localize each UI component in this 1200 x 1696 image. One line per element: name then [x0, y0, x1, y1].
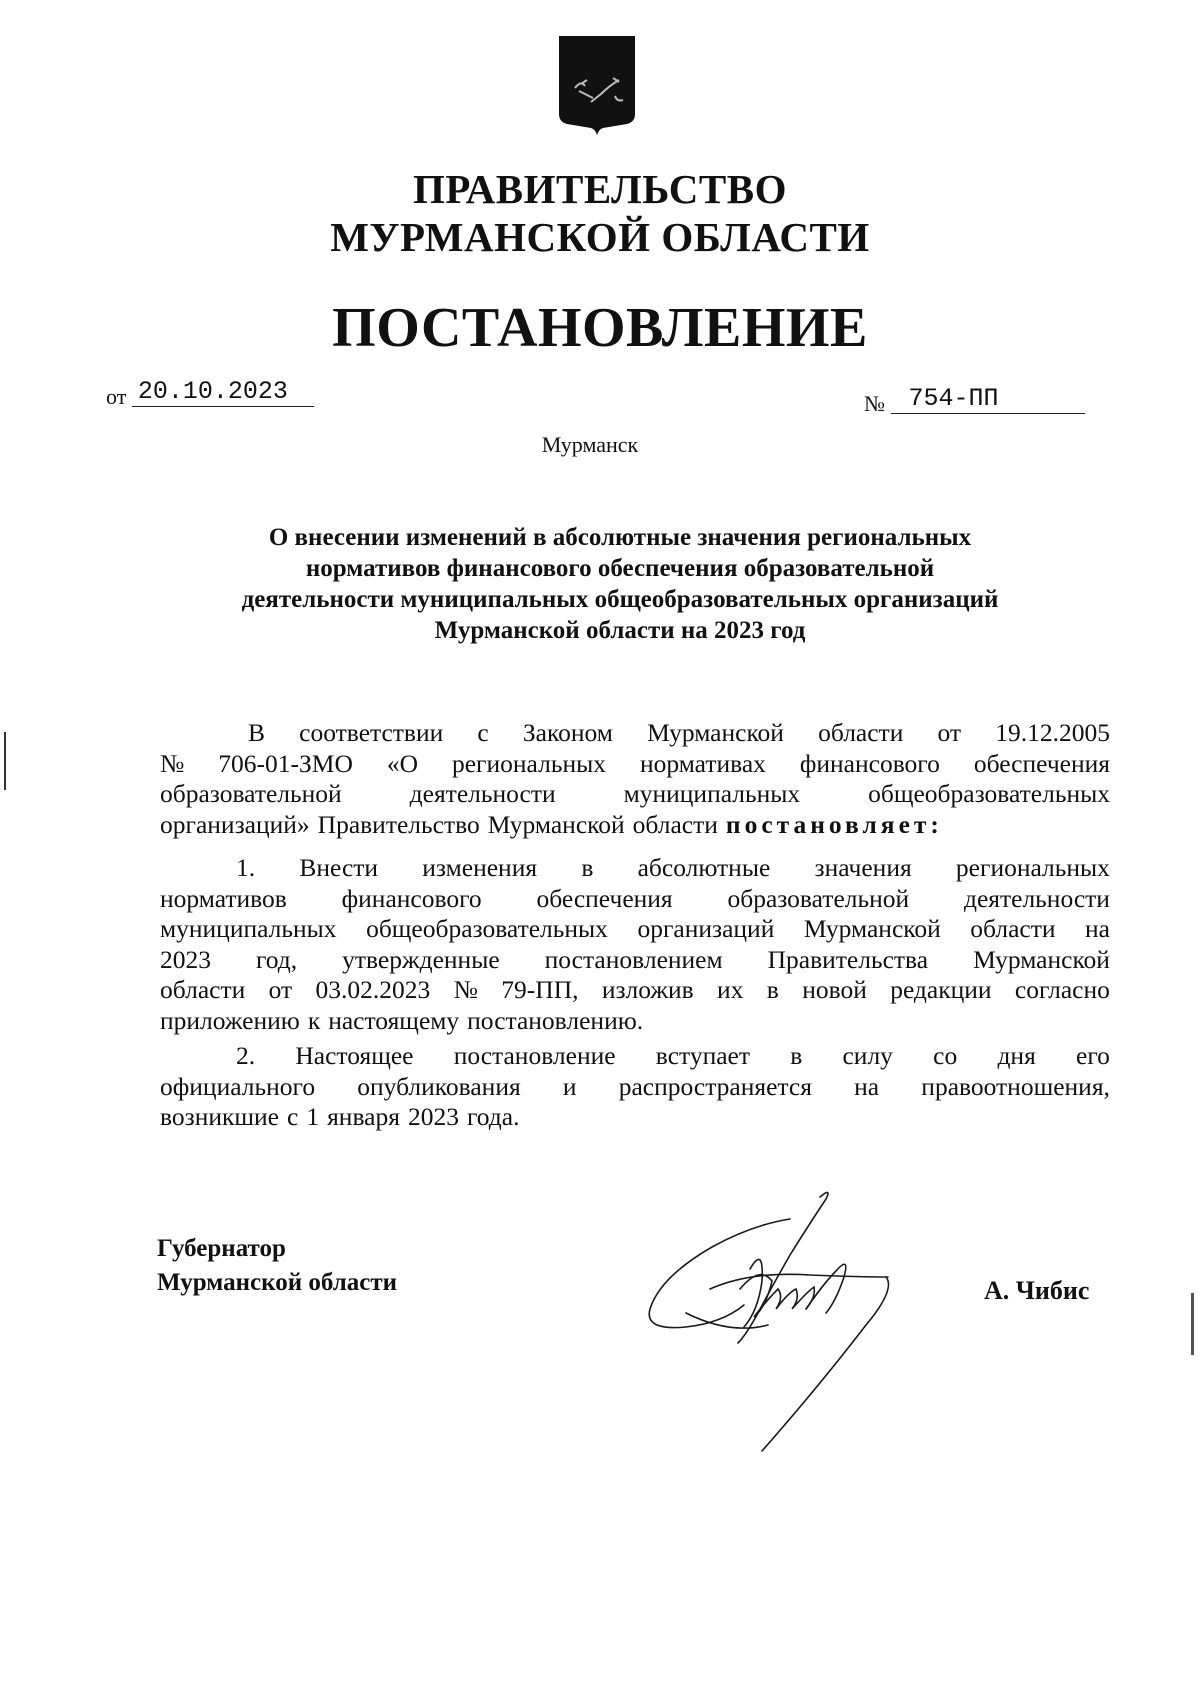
word: вступает: [655, 1041, 750, 1070]
government-line-1: ПРАВИТЕЛЬСТВО: [412, 166, 788, 212]
word: области: [818, 718, 904, 747]
word: дня: [997, 1041, 1036, 1070]
word: и: [562, 1071, 577, 1101]
word: Законом: [522, 718, 613, 747]
resolves-keyword: постановляет:: [725, 809, 943, 839]
word: приложению: [160, 1005, 300, 1035]
text-line: [160, 1006, 1110, 1037]
word: постановление: [453, 1041, 616, 1070]
coat-of-arms-icon: [557, 36, 637, 136]
word: утвержденные: [342, 944, 500, 974]
text-line: [160, 810, 1110, 841]
word: от: [937, 718, 962, 747]
word: региональных: [451, 748, 606, 778]
word: год,: [255, 944, 298, 974]
text-line: [160, 853, 1110, 884]
word: Правительство: [317, 809, 480, 839]
word: Настоящее: [295, 1041, 414, 1070]
word: 79-ПП,: [501, 975, 579, 1004]
word: финансового: [799, 748, 940, 778]
word: Мурманской: [647, 718, 784, 747]
word: Мурманской: [803, 914, 941, 943]
text-line: [160, 1102, 1110, 1133]
subject-line: нормативов финансового обеспечения образовательной: [305, 555, 935, 582]
word: в: [766, 975, 779, 1004]
position-line-1: Губернатор: [157, 1235, 286, 1262]
word: муниципальных: [160, 914, 337, 943]
word: в: [581, 853, 594, 882]
scan-edge-mark: [1191, 1293, 1194, 1355]
word: настоящему: [328, 1005, 460, 1035]
word: редакции: [890, 975, 992, 1004]
word: Внести: [299, 853, 379, 882]
word: силу: [842, 1041, 893, 1070]
number-prefix: №: [864, 391, 885, 416]
word: января: [327, 1102, 400, 1131]
scan-margin-mark: [4, 732, 6, 790]
word: образовательной: [727, 883, 910, 913]
date-prefix: от: [106, 384, 127, 409]
word: 1: [306, 1102, 320, 1131]
word: №: [453, 975, 478, 1004]
word: изложив: [601, 975, 694, 1004]
subject-line: О внесении изменений в абсолютные значения региональных: [268, 524, 972, 551]
word: обеспечения: [973, 748, 1110, 778]
word: В: [248, 718, 266, 747]
word: официального: [160, 1071, 316, 1101]
preamble-paragraph: [160, 718, 1110, 840]
word: области: [160, 975, 246, 1004]
word: постановлению.: [467, 1005, 644, 1035]
word: с: [286, 1102, 299, 1131]
word: 03.02.2023: [315, 975, 431, 1004]
signatory-name: А. Чибис: [984, 1276, 1090, 1305]
city: Мурманск: [541, 432, 639, 457]
word: области: [632, 809, 718, 839]
word: согласно: [1014, 975, 1110, 1004]
subject-line: Мурманской области на 2023 год: [434, 617, 806, 644]
decree-subject: [160, 522, 1080, 646]
word: изменения: [422, 853, 538, 882]
text-line: [160, 945, 1110, 976]
signatory-position: [157, 1232, 397, 1300]
word: общеобразовательных: [366, 914, 608, 943]
word: нормативах: [639, 748, 766, 778]
word: нормативов: [160, 883, 287, 913]
text-line: [160, 1072, 1110, 1103]
item-1-paragraph: [160, 853, 1110, 1036]
text-line: [160, 718, 1110, 749]
word: опубликования: [357, 1071, 521, 1101]
word: деятельности: [409, 779, 556, 808]
word: организаций: [637, 914, 775, 943]
word: постановлением: [544, 944, 723, 974]
word: 19.12.2005: [995, 718, 1110, 747]
word: региональных: [955, 853, 1110, 882]
word: распространяется: [618, 1071, 812, 1101]
word: организаций»: [160, 809, 310, 839]
word: деятельности: [963, 883, 1110, 913]
decree-title: ПОСТАНОВЛЕНИЕ: [332, 297, 868, 359]
word: образовательной: [160, 779, 342, 808]
decree-number: [864, 384, 1085, 420]
text-line: [160, 884, 1110, 915]
word: с: [477, 718, 489, 747]
word: «О: [386, 748, 419, 778]
government-name: [0, 165, 1200, 261]
position-line-2: Мурманской области: [157, 1269, 398, 1296]
subject-line: деятельности муниципальных общеобразовательных организаций: [241, 586, 999, 613]
handwritten-signature-icon: [640, 1185, 960, 1455]
word: от: [268, 975, 293, 1004]
word: на: [854, 1071, 880, 1101]
word: его: [1076, 1041, 1110, 1070]
text-line: [160, 1041, 1110, 1072]
word: 2023: [160, 944, 211, 974]
item-number: 2.: [236, 1041, 256, 1070]
word: муниципальных: [623, 779, 801, 808]
word: 2023: [407, 1102, 459, 1131]
date-value: 20.10.2023: [132, 377, 314, 407]
word: общеобразовательных: [868, 779, 1110, 808]
word: Мурманской: [973, 944, 1110, 974]
text-line: [160, 975, 1110, 1006]
word: к: [307, 1005, 321, 1035]
word: новой: [802, 975, 867, 1004]
text-line: [160, 779, 1110, 810]
word: возникшие: [160, 1102, 279, 1131]
word: в: [790, 1041, 803, 1070]
word: обеспечения: [536, 883, 673, 913]
word: финансового: [341, 883, 482, 913]
number-value: 754-ПП: [891, 384, 1085, 414]
word: правоотношения,: [921, 1071, 1110, 1101]
text-line: [160, 749, 1110, 780]
word: соответствии: [299, 718, 444, 747]
item-2-paragraph: [160, 1041, 1110, 1133]
word: Мурманской: [487, 809, 625, 839]
government-line-2: МУРМАНСКОЙ ОБЛАСТИ: [330, 214, 870, 260]
word: на: [1085, 914, 1110, 943]
item-number: 1.: [236, 853, 256, 882]
word: 706-01-ЗМО: [218, 748, 353, 778]
word: абсолютные: [637, 853, 771, 882]
word: Правительства: [767, 944, 929, 974]
word: их: [717, 975, 744, 1004]
word: со: [933, 1041, 958, 1070]
text-line: [160, 914, 1110, 945]
decree-date: [106, 377, 314, 413]
word: значения: [814, 853, 912, 882]
word: года.: [466, 1102, 520, 1131]
word: №: [160, 748, 185, 778]
word: области: [970, 914, 1056, 943]
